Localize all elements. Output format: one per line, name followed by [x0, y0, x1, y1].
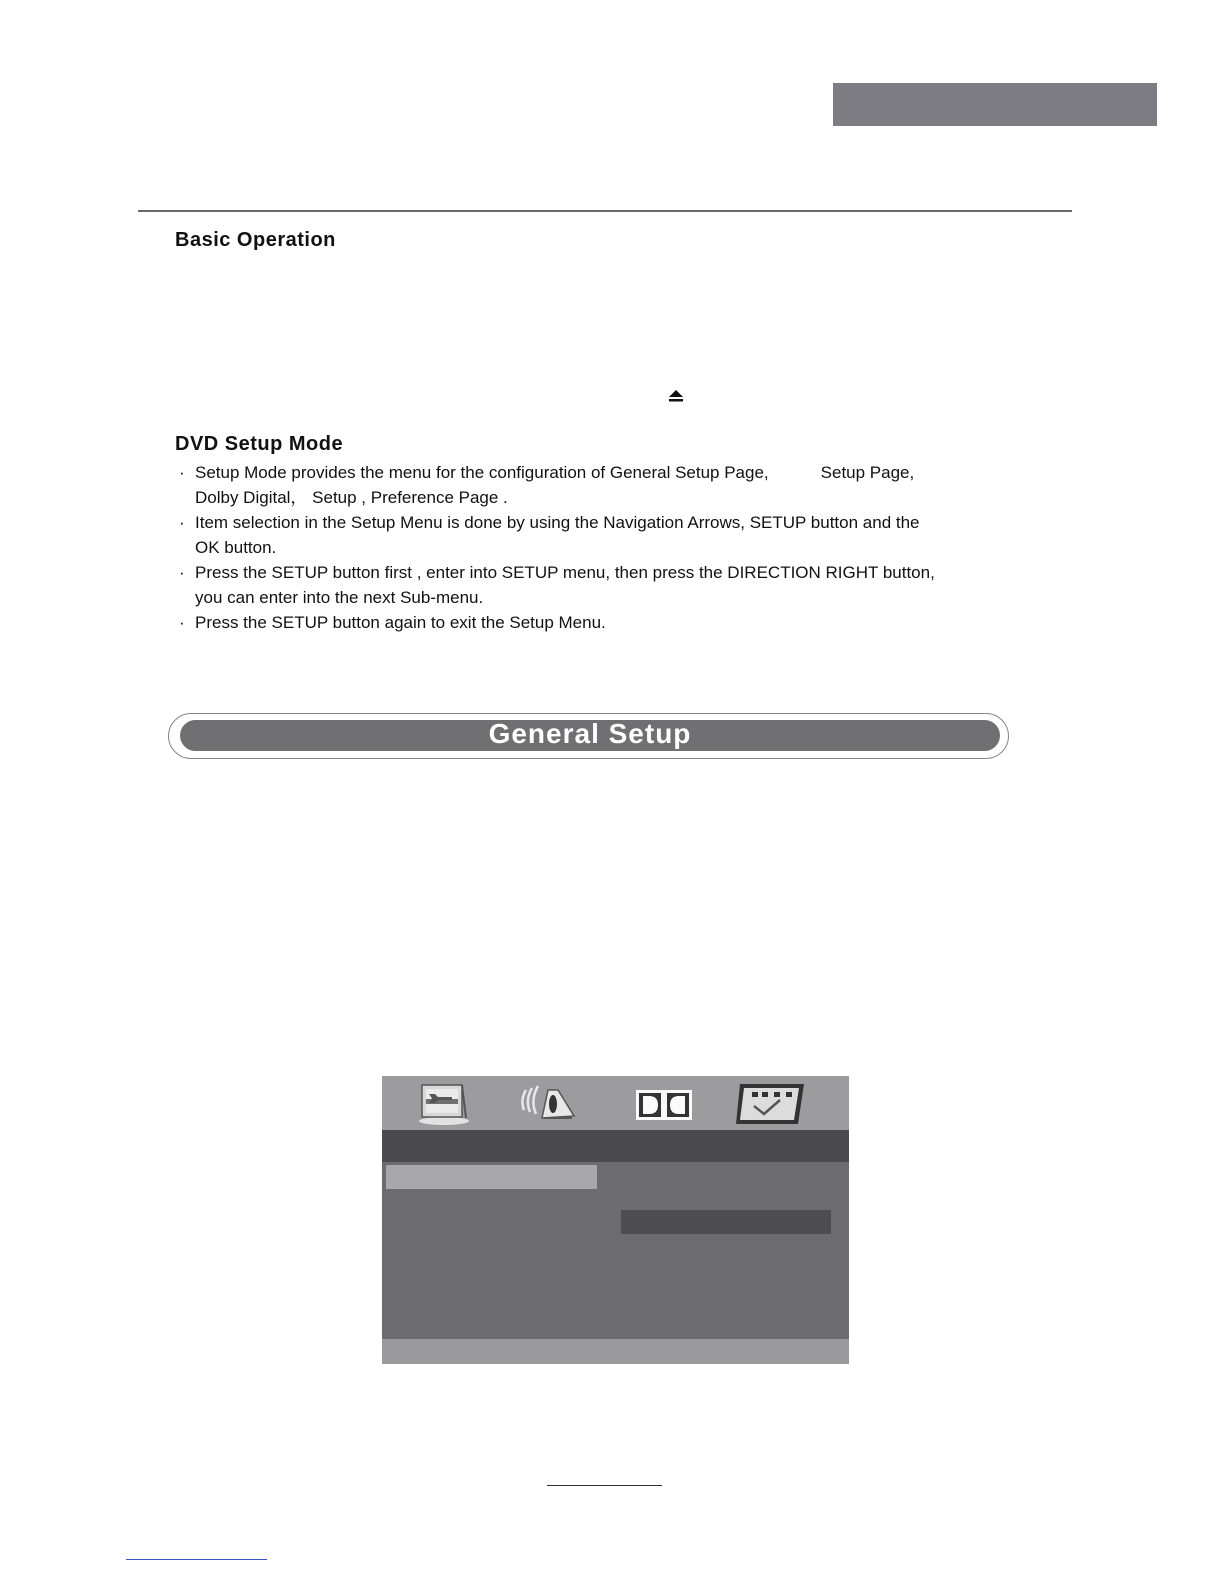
setup-menu-screen	[382, 1076, 849, 1364]
preference-tab-icon[interactable]	[734, 1082, 806, 1126]
bullet-glyph: ·	[179, 513, 185, 532]
dvd-setup-bullets	[177, 460, 1057, 635]
bullet-text: Setup Page,	[820, 463, 915, 482]
general-setup-banner-title: General Setup	[488, 718, 692, 749]
bullet-text: OK button.	[195, 538, 277, 557]
bullet-glyph: ·	[179, 613, 185, 632]
bullet-text: Setup Mode provides the menu for the configuration of General Setup Page,	[195, 463, 769, 482]
bullet-text: Press the SETUP button again to exit the Setup Menu.	[195, 613, 606, 632]
setup-menu-selected-option[interactable]	[621, 1210, 831, 1234]
top-divider	[138, 210, 1072, 212]
bullet-text: Dolby Digital， Setup , Preference Page .	[195, 488, 508, 507]
bullet-item	[177, 510, 1057, 560]
bullet-text: you can enter into the next Sub-menu.	[195, 588, 484, 607]
bullet-glyph: ·	[179, 563, 185, 582]
bullet-item	[177, 460, 1057, 510]
setup-menu-footer	[382, 1339, 849, 1364]
general-setup-tab-icon[interactable]	[416, 1082, 472, 1126]
eject-icon	[667, 389, 685, 403]
audio-setup-tab-icon[interactable]	[518, 1082, 578, 1126]
bullet-glyph: ·	[179, 463, 185, 482]
dvd-setup-mode-heading: DVD Setup Mode	[175, 433, 344, 455]
setup-menu-tab-bar	[382, 1076, 849, 1130]
setup-menu-title-bar	[382, 1130, 849, 1162]
page-number-rule	[547, 1485, 662, 1486]
basic-operation-heading: Basic Operation	[175, 229, 336, 251]
bullet-item	[177, 560, 1057, 610]
bullet-text: Press the SETUP button first , enter into SETUP menu, then press the DIRECTION RIGHT button,	[195, 563, 935, 582]
bullet-text: Item selection in the Setup Menu is done by using the Navigation Arrows, SETUP button and the	[195, 513, 920, 532]
setup-menu-selected-item[interactable]	[386, 1165, 597, 1189]
dolby-digital-tab-icon[interactable]	[634, 1082, 694, 1126]
header-tab	[833, 83, 1157, 126]
bullet-item	[177, 610, 1057, 635]
footer-link-underline	[126, 1559, 267, 1560]
